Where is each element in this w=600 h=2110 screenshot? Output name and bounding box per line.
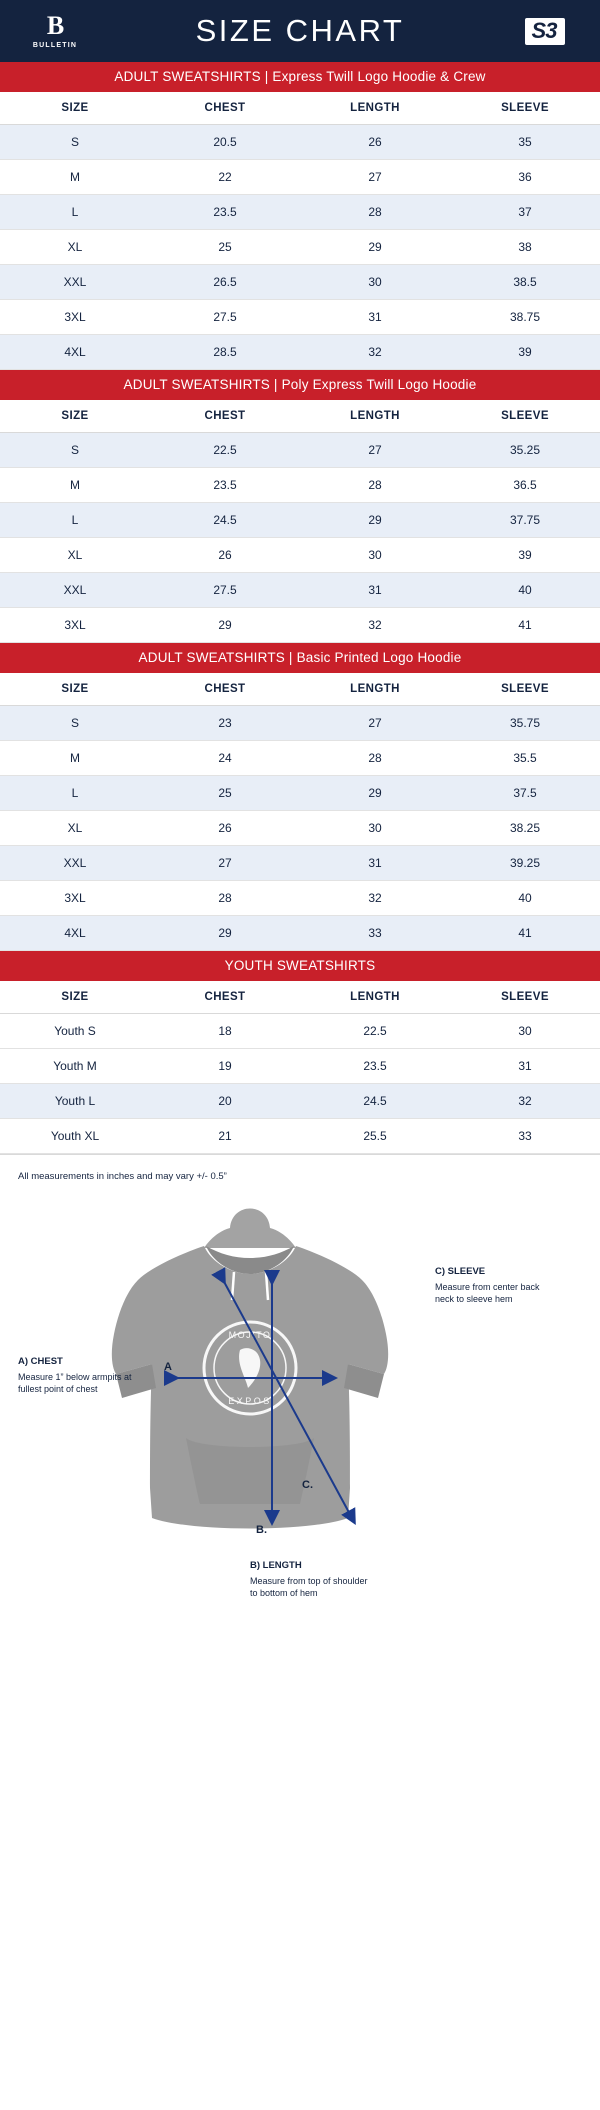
cell-sleeve: 32 xyxy=(450,1084,600,1119)
cell-sleeve: 37.5 xyxy=(450,776,600,811)
s3-logo-text: S3 xyxy=(525,18,566,45)
cell-chest: 27 xyxy=(150,846,300,881)
column-header-chest: CHEST xyxy=(150,92,300,125)
cell-sleeve: 39 xyxy=(450,538,600,573)
cell-length: 29 xyxy=(300,776,450,811)
cell-length: 28 xyxy=(300,741,450,776)
cell-chest: 25 xyxy=(150,230,300,265)
column-header-chest: CHEST xyxy=(150,981,300,1014)
cell-chest: 20.5 xyxy=(150,125,300,160)
cell-sleeve: 37.75 xyxy=(450,503,600,538)
cell-sleeve: 36.5 xyxy=(450,468,600,503)
cell-length: 32 xyxy=(300,335,450,370)
cell-sleeve: 36 xyxy=(450,160,600,195)
section-header-3: YOUTH SWEATSHIRTS xyxy=(0,951,600,981)
column-header-length: LENGTH xyxy=(300,92,450,125)
cell-chest: 24.5 xyxy=(150,503,300,538)
cell-chest: 27.5 xyxy=(150,300,300,335)
cell-length: 31 xyxy=(300,846,450,881)
cell-sleeve: 38.25 xyxy=(450,811,600,846)
cell-sleeve: 35 xyxy=(450,125,600,160)
cell-length: 29 xyxy=(300,230,450,265)
table-header-row xyxy=(0,92,600,125)
cell-chest: 21 xyxy=(150,1119,300,1154)
table-row xyxy=(0,1014,600,1049)
cell-length: 25.5 xyxy=(300,1119,450,1154)
table-row xyxy=(0,846,600,881)
table-row xyxy=(0,741,600,776)
page-title: SIZE CHART xyxy=(195,13,405,48)
measurement-footnote: All measurements in inches and may vary +/- 0.5” xyxy=(0,1154,600,1188)
hoodie-illustration xyxy=(0,1188,600,1618)
cell-sleeve: 30 xyxy=(450,1014,600,1049)
table-row xyxy=(0,706,600,741)
cell-length: 28 xyxy=(300,468,450,503)
cell-chest: 29 xyxy=(150,916,300,951)
table-row xyxy=(0,916,600,951)
size-table-0 xyxy=(0,92,600,370)
cell-length: 31 xyxy=(300,300,450,335)
note-chest-title: A) CHEST xyxy=(18,1356,63,1367)
bulletin-logo-mark: B xyxy=(46,11,64,40)
cell-size: XXL xyxy=(0,846,150,881)
bulletin-logo xyxy=(18,13,92,49)
cell-length: 27 xyxy=(300,160,450,195)
cell-chest: 20 xyxy=(150,1084,300,1119)
table-row xyxy=(0,1119,600,1154)
cell-size: 4XL xyxy=(0,916,150,951)
table-row xyxy=(0,1049,600,1084)
cell-sleeve: 35.75 xyxy=(450,706,600,741)
note-chest-text: Measure 1” below armpits at fullest point of chest xyxy=(18,1371,132,1394)
note-length xyxy=(250,1560,370,1599)
table-row xyxy=(0,195,600,230)
cell-size: Youth L xyxy=(0,1084,150,1119)
cell-size: 3XL xyxy=(0,608,150,643)
cell-length: 32 xyxy=(300,608,450,643)
cell-chest: 23 xyxy=(150,706,300,741)
cell-size: 3XL xyxy=(0,300,150,335)
column-header-chest: CHEST xyxy=(150,673,300,706)
note-chest xyxy=(18,1356,136,1395)
cell-sleeve: 39.25 xyxy=(450,846,600,881)
table-row xyxy=(0,1084,600,1119)
note-sleeve xyxy=(435,1266,553,1305)
cell-size: L xyxy=(0,776,150,811)
column-header-size: SIZE xyxy=(0,981,150,1014)
cell-sleeve: 31 xyxy=(450,1049,600,1084)
cell-size: S xyxy=(0,706,150,741)
cell-size: S xyxy=(0,433,150,468)
cell-sleeve: 38 xyxy=(450,230,600,265)
size-table-1 xyxy=(0,400,600,643)
marker-c-label: C. xyxy=(302,1479,313,1491)
column-header-size: SIZE xyxy=(0,400,150,433)
table-row xyxy=(0,125,600,160)
table-row xyxy=(0,468,600,503)
cell-length: 24.5 xyxy=(300,1084,450,1119)
cell-length: 30 xyxy=(300,811,450,846)
table-row xyxy=(0,265,600,300)
cell-chest: 28 xyxy=(150,881,300,916)
cell-chest: 19 xyxy=(150,1049,300,1084)
cell-sleeve: 40 xyxy=(450,881,600,916)
cell-length: 31 xyxy=(300,573,450,608)
cell-chest: 26.5 xyxy=(150,265,300,300)
table-row xyxy=(0,881,600,916)
note-length-title: B) LENGTH xyxy=(250,1560,302,1571)
cell-length: 30 xyxy=(300,265,450,300)
cell-chest: 26 xyxy=(150,538,300,573)
table-row xyxy=(0,608,600,643)
cell-size: XXL xyxy=(0,573,150,608)
cell-size: M xyxy=(0,741,150,776)
measurement-diagram xyxy=(0,1188,600,1618)
table-header-row xyxy=(0,673,600,706)
bulletin-logo-word: BULLETIN xyxy=(32,42,78,49)
cell-sleeve: 40 xyxy=(450,573,600,608)
cell-length: 30 xyxy=(300,538,450,573)
cell-sleeve: 35.25 xyxy=(450,433,600,468)
table-row xyxy=(0,300,600,335)
cell-length: 33 xyxy=(300,916,450,951)
cell-chest: 25 xyxy=(150,776,300,811)
svg-text:MOJITO: MOJITO xyxy=(228,1330,272,1340)
table-row xyxy=(0,160,600,195)
table-row xyxy=(0,776,600,811)
cell-chest: 18 xyxy=(150,1014,300,1049)
cell-length: 32 xyxy=(300,881,450,916)
s3-logo xyxy=(508,18,582,45)
column-header-sleeve: SLEEVE xyxy=(450,400,600,433)
cell-length: 22.5 xyxy=(300,1014,450,1049)
table-row xyxy=(0,433,600,468)
cell-size: S xyxy=(0,125,150,160)
cell-size: XXL xyxy=(0,265,150,300)
size-table-2 xyxy=(0,673,600,951)
cell-chest: 22 xyxy=(150,160,300,195)
cell-size: XL xyxy=(0,538,150,573)
cell-length: 23.5 xyxy=(300,1049,450,1084)
cell-chest: 26 xyxy=(150,811,300,846)
cell-length: 27 xyxy=(300,706,450,741)
column-header-length: LENGTH xyxy=(300,981,450,1014)
column-header-sleeve: SLEEVE xyxy=(450,673,600,706)
column-header-length: LENGTH xyxy=(300,400,450,433)
cell-size: 3XL xyxy=(0,881,150,916)
cell-size: M xyxy=(0,160,150,195)
table-row xyxy=(0,230,600,265)
cell-sleeve: 33 xyxy=(450,1119,600,1154)
cell-chest: 22.5 xyxy=(150,433,300,468)
note-length-text: Measure from top of shoulder to bottom of hem xyxy=(250,1575,368,1598)
cell-sleeve: 37 xyxy=(450,195,600,230)
column-header-sleeve: SLEEVE xyxy=(450,92,600,125)
marker-a-label: A xyxy=(164,1361,172,1373)
cell-length: 27 xyxy=(300,433,450,468)
column-header-size: SIZE xyxy=(0,673,150,706)
page-header xyxy=(0,0,600,62)
table-row xyxy=(0,335,600,370)
cell-length: 28 xyxy=(300,195,450,230)
cell-chest: 24 xyxy=(150,741,300,776)
cell-size: Youth S xyxy=(0,1014,150,1049)
cell-sleeve: 41 xyxy=(450,608,600,643)
table-row xyxy=(0,503,600,538)
table-row xyxy=(0,811,600,846)
cell-chest: 29 xyxy=(150,608,300,643)
section-header-0: ADULT SWEATSHIRTS | Express Twill Logo Hoodie & Crew xyxy=(0,62,600,92)
cell-size: 4XL xyxy=(0,335,150,370)
table-row xyxy=(0,573,600,608)
cell-sleeve: 35.5 xyxy=(450,741,600,776)
column-header-sleeve: SLEEVE xyxy=(450,981,600,1014)
cell-length: 29 xyxy=(300,503,450,538)
cell-sleeve: 38.75 xyxy=(450,300,600,335)
section-header-1: ADULT SWEATSHIRTS | Poly Express Twill Logo Hoodie xyxy=(0,370,600,400)
cell-size: L xyxy=(0,503,150,538)
table-header-row xyxy=(0,981,600,1014)
note-sleeve-title: C) SLEEVE xyxy=(435,1266,486,1277)
cell-sleeve: 38.5 xyxy=(450,265,600,300)
cell-size: XL xyxy=(0,811,150,846)
column-header-size: SIZE xyxy=(0,92,150,125)
cell-length: 26 xyxy=(300,125,450,160)
column-header-length: LENGTH xyxy=(300,673,450,706)
column-header-chest: CHEST xyxy=(150,400,300,433)
marker-b-label: B. xyxy=(256,1524,267,1536)
cell-size: Youth XL xyxy=(0,1119,150,1154)
cell-chest: 23.5 xyxy=(150,468,300,503)
note-sleeve-text: Measure from center back neck to sleeve hem xyxy=(435,1281,540,1304)
table-header-row xyxy=(0,400,600,433)
svg-text:EXPOS: EXPOS xyxy=(228,1396,272,1406)
table-row xyxy=(0,538,600,573)
cell-sleeve: 39 xyxy=(450,335,600,370)
cell-chest: 28.5 xyxy=(150,335,300,370)
size-table-3 xyxy=(0,981,600,1154)
section-header-2: ADULT SWEATSHIRTS | Basic Printed Logo Hoodie xyxy=(0,643,600,673)
cell-chest: 27.5 xyxy=(150,573,300,608)
cell-size: L xyxy=(0,195,150,230)
cell-chest: 23.5 xyxy=(150,195,300,230)
cell-size: Youth M xyxy=(0,1049,150,1084)
cell-size: XL xyxy=(0,230,150,265)
cell-size: M xyxy=(0,468,150,503)
cell-sleeve: 41 xyxy=(450,916,600,951)
